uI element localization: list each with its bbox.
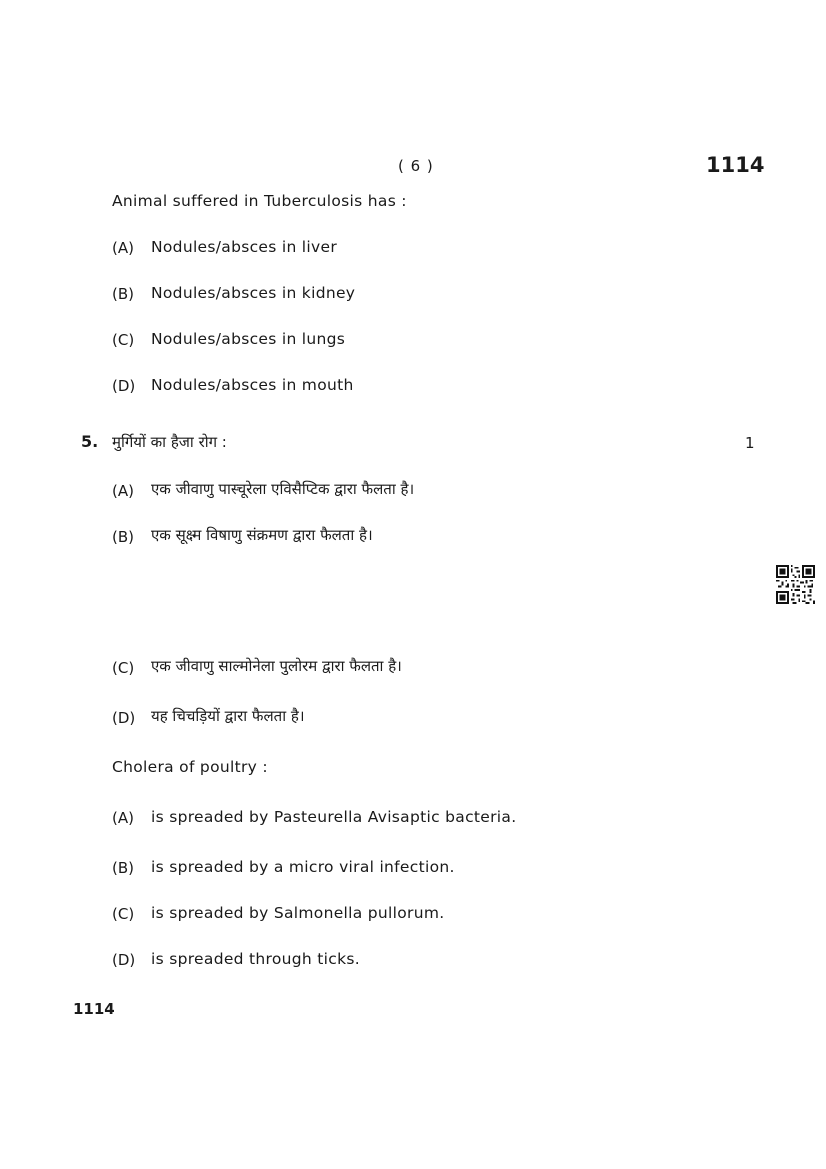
q4-option-b-label: (B) xyxy=(112,285,134,303)
q4-option-c-label: (C) xyxy=(112,331,135,349)
q5-english-option-b-label: (B) xyxy=(112,859,134,877)
q5-english-question-text: Cholera of poultry : xyxy=(112,758,268,776)
q5-marks: 1 xyxy=(745,434,755,452)
q5-english-option-c-text: is spreaded by Salmonella pullorum. xyxy=(151,904,445,922)
page-number: ( 6 ) xyxy=(398,157,434,175)
q5-english-option-b-text: is spreaded by a micro viral infection. xyxy=(151,858,455,876)
q5-english-option-c-label: (C) xyxy=(112,905,135,923)
q5-english-option-a-label: (A) xyxy=(112,809,134,827)
q4-question-text: Animal suffered in Tuberculosis has : xyxy=(112,192,407,210)
q5-hindi-option-a-text: एक जीवाणु पास्चूरेला एविसैप्टिक द्वारा फैलता है। xyxy=(151,480,415,498)
q4-option-c-text: Nodules/absces in lungs xyxy=(151,330,346,348)
q5-english-option-a-text: is spreaded by Pasteurella Avisaptic bacteria. xyxy=(151,808,517,826)
q5-hindi-option-c-text: एक जीवाणु साल्मोनेला पुलोरम द्वारा फैलता है। xyxy=(151,657,402,675)
q5-hindi-option-d-label: (D) xyxy=(112,709,136,727)
q5-hindi-option-a-label: (A) xyxy=(112,482,134,500)
paper-code-footer: 1114 xyxy=(73,1000,115,1018)
q5-hindi-option-c-label: (C) xyxy=(112,659,135,677)
q5-hindi-option-b-label: (B) xyxy=(112,528,134,546)
q4-option-d-label: (D) xyxy=(112,377,136,395)
qr-code-icon xyxy=(776,565,815,604)
q4-option-a-label: (A) xyxy=(112,239,134,257)
q5-english-option-d-label: (D) xyxy=(112,951,136,969)
paper-code-header: 1114 xyxy=(706,153,765,177)
q4-option-b-text: Nodules/absces in kidney xyxy=(151,284,356,302)
q5-hindi-question-text: मुर्गियों का हैजा रोग : xyxy=(112,433,227,451)
q5-english-option-d-text: is spreaded through ticks. xyxy=(151,950,360,968)
q4-option-a-text: Nodules/absces in liver xyxy=(151,238,338,256)
q5-number: 5. xyxy=(81,432,99,451)
q4-option-d-text: Nodules/absces in mouth xyxy=(151,376,354,394)
q5-hindi-option-b-text: एक सूक्ष्म विषाणु संक्रमण द्वारा फैलता है। xyxy=(151,526,373,544)
q5-hindi-option-d-text: यह चिचड़ियों द्वारा फैलता है। xyxy=(151,707,305,725)
